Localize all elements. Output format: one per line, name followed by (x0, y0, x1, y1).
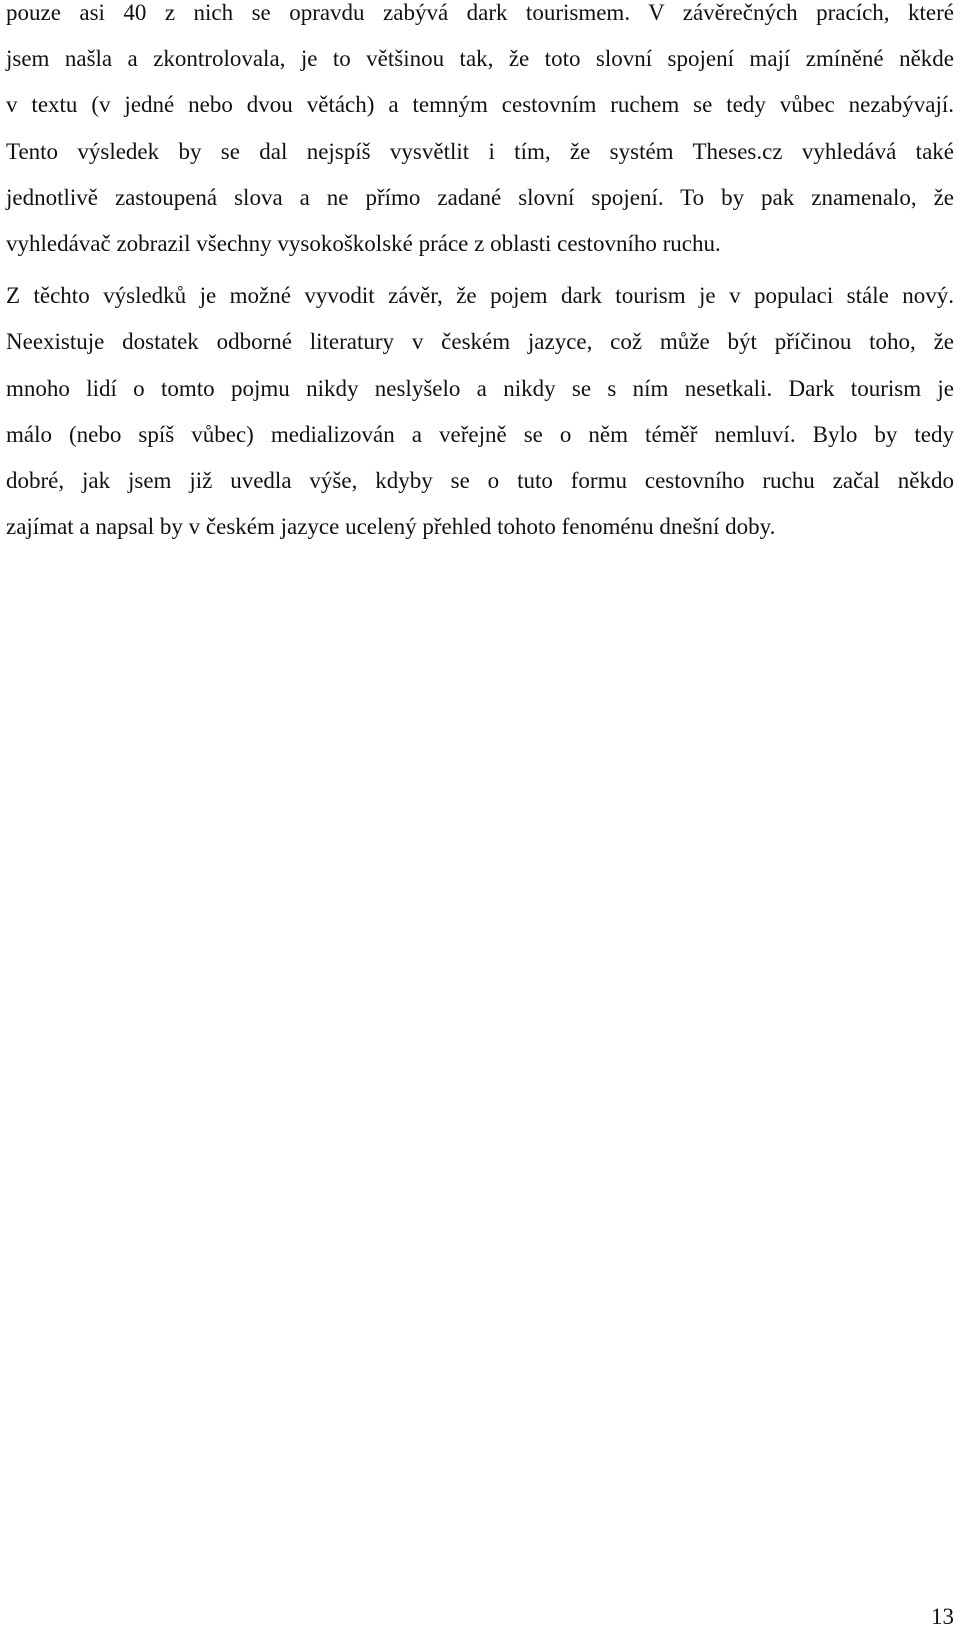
paragraph-line: dobré, jak jsem již uvedla výše, kdyby se o tuto formu cestovního ruchu začal někdo (6, 468, 954, 494)
paragraph-line: pouze asi 40 z nich se opravdu zabývá dark tourismem. V závěrečných pracích, které (6, 0, 954, 25)
paragraph-line: Tento výsledek by se dal nejspíš vysvětlit i tím, že systém Theses.cz vyhledává také (6, 138, 954, 164)
paragraph-line: v textu (v jedné nebo dvou větách) a temným cestovním ruchem se tedy vůbec nezabývají. (6, 92, 954, 118)
paragraph-line: jednotlivě zastoupená slova a ne přímo zadané slovní spojení. To by pak znamenalo, že (6, 184, 954, 210)
paragraph-line: jsem našla a zkontrolovala, je to většinou tak, že toto slovní spojení mají zmíněné někde (6, 46, 954, 72)
document-body (6, 0, 954, 550)
paragraph-line: vyhledávač zobrazil všechny vysokoškolské práce z oblasti cestovního ruchu. (6, 231, 721, 257)
paragraph-1 (6, 0, 954, 267)
paragraph-line: mnoho lidí o tomto pojmu nikdy neslyšelo a nikdy se s ním nesetkali. Dark tourism je (6, 375, 954, 401)
page-number: 13 (931, 1604, 954, 1629)
paragraph-2 (6, 273, 954, 550)
paragraph-line: Neexistuje dostatek odborné literatury v českém jazyce, což může být příčinou toho, že (6, 329, 954, 355)
paragraph-line: Z těchto výsledků je možné vyvodit závěr, že pojem dark tourism je v populaci stále nový. (6, 283, 954, 309)
paragraph-line: zajímat a napsal by v českém jazyce ucelený přehled tohoto fenoménu dnešní doby. (6, 514, 776, 540)
paragraph-line: málo (nebo spíš vůbec) medializován a veřejně se o něm téměř nemluví. Bylo by tedy (6, 421, 954, 447)
